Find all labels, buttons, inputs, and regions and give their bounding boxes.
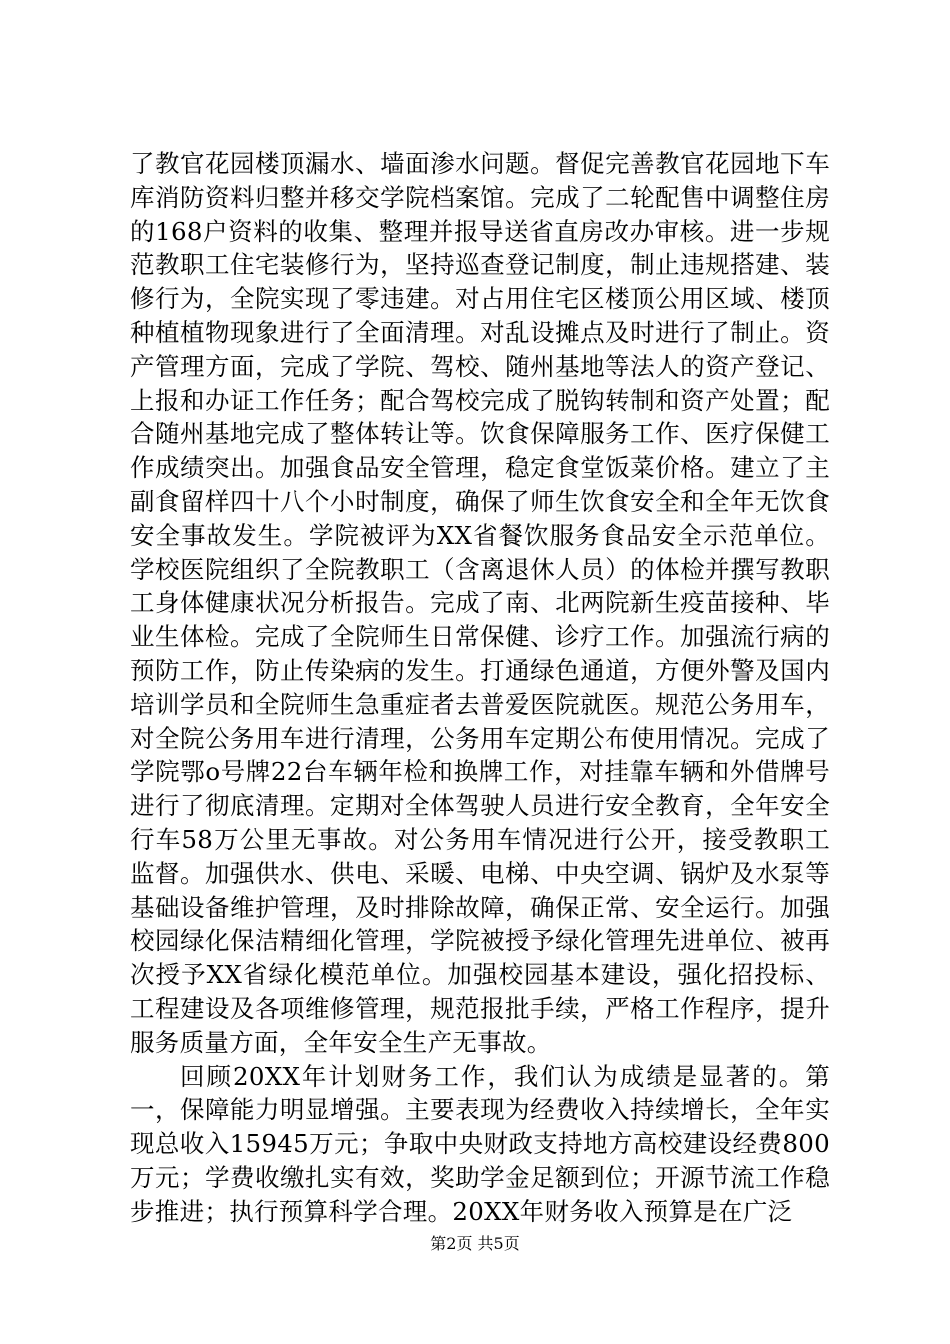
document-body [130,147,830,1229]
body-paragraph-continued: 了教官花园楼顶漏水、墙面渗水问题。督促完善教官花园地下车库消防资料归整并移交学院档案馆。完成了二轮配售中调整住房的168户资料的收集、整理并报导送省直房改办审核。进一步规范教职工住宅装修行为，坚持巡查登记制度，制止违规搭建、装修行为，全院实现了零违建。对占用住宅区楼顶公用区域、楼顶种植植物现象进行了全面清理。对乱设摊点及时进行了制止。资产管理方面，完成了学院、驾校、随州基地等法人的资产登记、上报和办证工作任务；配合驾校完成了脱钩转制和资产处置；配合随州基地完成了整体转让等。饮食保障服务工作、医疗保健工作成绩突出。加强食品安全管理，稳定食堂饭菜价格。建立了主副食留样四十八个小时制度，确保了师生饮食安全和全年无饮食安全事故发生。学院被评为XX省餐饮服务食品安全示范单位。学校医院组织了全院教职工（含离退休人员）的体检并撰写教职工身体健康状况分析报告。完成了南、北两院新生疫苗接种、毕业生体检。完成了全院师生日常保健、诊疗工作。加强流行病的预防工作，防止传染病的发生。打通绿色通道，方便外警及国内培训学员和全院师生急重症者去普爱医院就医。规范公务用车，对全院公务用车进行清理，公务用车定期公布使用情况。完成了学院鄂o号牌22台车辆年检和换牌工作，对挂靠车辆和外借牌号进行了彻底清理。定期对全体驾驶人员进行安全教育，全年安全行车58万公里无事故。对公务用车情况进行公开，接受教职工监督。加强供水、供电、采暖、电梯、中央空调、锅炉及水泵等基础设备维护管理，及时排除故障，确保正常、安全运行。加强校园绿化保洁精细化管理，学院被授予绿化管理先进单位、被再次授予XX省绿化模范单位。加强校园基本建设，强化招投标、工程建设及各项维修管理，规范报批手续，严格工作程序，提升服务质量方面，全年安全生产无事故。 [130,149,830,1057]
body-paragraph-finance-review: 回顾20XX年计划财务工作，我们认为成绩是显著的。第一，保障能力明显增强。主要表现为经费收入持续增长，全年实现总收入15945万元；争取中央财政支持地方高校建设经费800万元；学费收缴扎实有效，奖助学金足额到位；开源节流工作稳步推进；执行预算科学合理。20XX年财务收入预算是在广泛 [130,1061,830,1226]
page-number-footer: 第2页 共5页 [430,1234,520,1253]
